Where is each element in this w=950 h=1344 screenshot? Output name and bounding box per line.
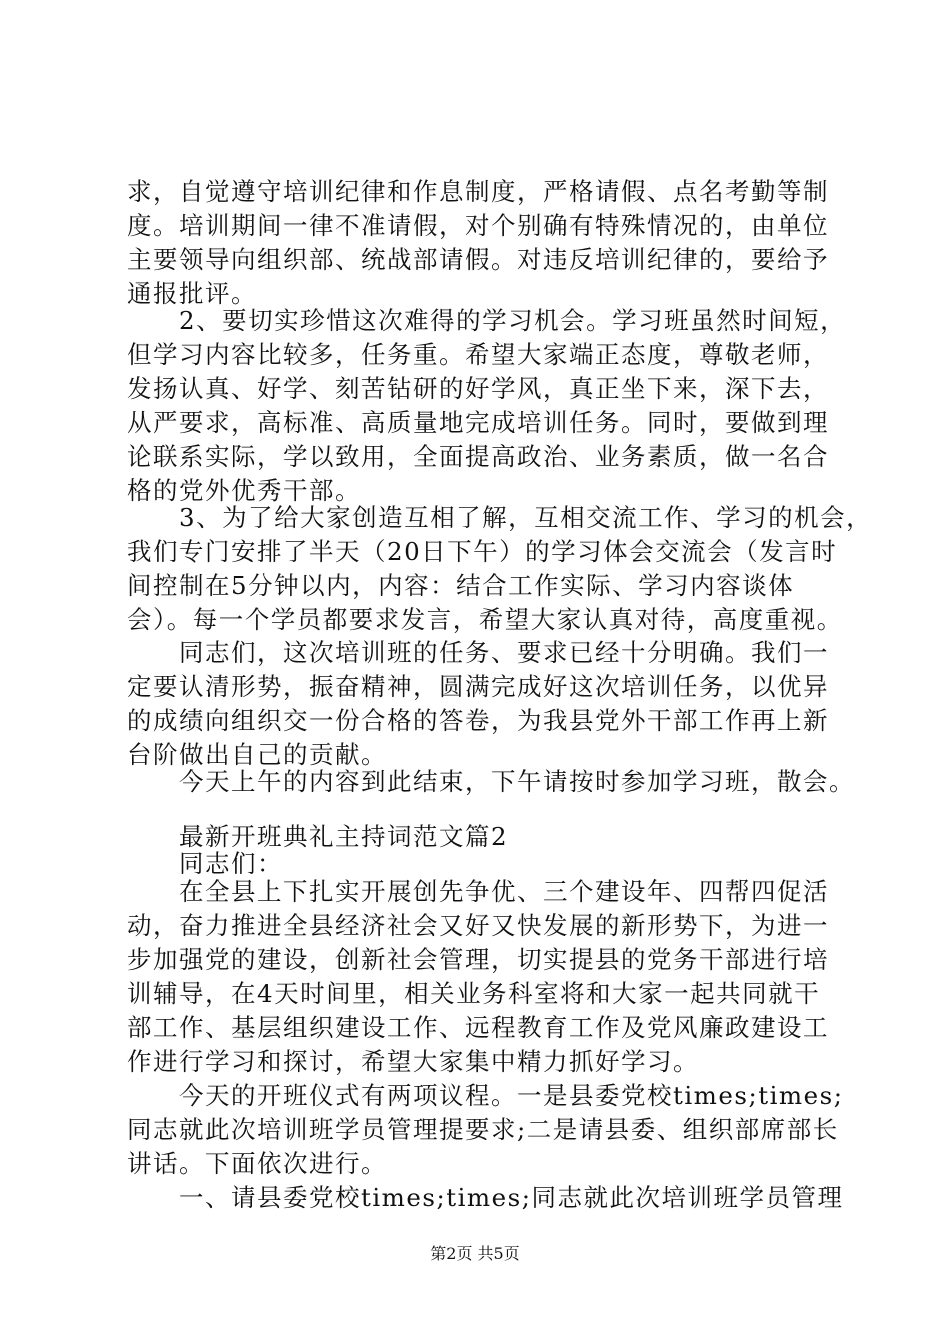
text-line: 主要领导向组织部、统战部请假。对违反培训纪律的，要给予 — [127, 245, 829, 274]
text-line: 讲话。下面依次进行。 — [127, 1149, 387, 1178]
text-line: 在全县上下扎实开展创先争优、三个建设年、四帮四促活 — [127, 877, 829, 906]
text-line: 今天上午的内容到此结束，下午请按时参加学习班，散会。 — [127, 767, 855, 796]
text-line: 定要认清形势，振奋精神，圆满完成好这次培训任务，以优异 — [127, 672, 829, 701]
text-line: 今天的开班仪式有两项议程。一是县委党校times;times; — [127, 1081, 844, 1110]
text-line: 2、要切实珍惜这次难得的学习机会。学习班虽然时间短， — [127, 306, 847, 335]
text-line: 我们专门安排了半天（20日下午）的学习体会交流会（发言时 — [127, 537, 838, 566]
text-line: 步加强党的建设，创新社会管理，切实提县的党务干部进行培 — [127, 945, 829, 974]
text-line: 但学习内容比较多，任务重。希望大家端正态度，尊敬老师， — [127, 340, 829, 369]
text-line: 论联系实际，学以致用，全面提高政治、业务素质，做一名合 — [127, 442, 829, 471]
text-line: 动，奋力推进全县经济社会又好又快发展的新形势下，为进一 — [127, 911, 829, 940]
text-line: 部工作、基层组织建设工作、远程教育工作及党风廉政建设工 — [127, 1013, 829, 1042]
text-line: 台阶做出自己的贡献。 — [127, 740, 387, 769]
text-line: 的成绩向组织交一份合格的答卷，为我县党外干部工作再上新 — [127, 706, 829, 735]
text-line: 间控制在5分钟以内，内容：结合工作实际、学习内容谈体 — [127, 571, 795, 600]
text-line: 格的党外优秀干部。 — [127, 476, 361, 505]
text-line: 发扬认真、好学、刻苦钻研的好学风，真正坐下来，深下去， — [127, 374, 829, 403]
text-line: 度。培训期间一律不准请假，对个别确有特殊情况的，由单位 — [127, 211, 829, 240]
text-line: 同志就此次培训班学员管理提要求;二是请县委、组织部席部长 — [127, 1115, 839, 1144]
text-line: 从严要求，高标准、高质量地完成培训任务。同时，要做到理 — [127, 408, 829, 437]
text-line: 3、为了给大家创造互相了解，互相交流工作、学习的机会， — [127, 503, 873, 532]
text-line: 作进行学习和探讨，希望大家集中精力抓好学习。 — [127, 1047, 699, 1076]
text-line: 同志们，这次培训班的任务、要求已经十分明确。我们一 — [127, 638, 829, 667]
text-line: 同志们： — [127, 849, 283, 878]
text-line: 会）。每一个学员都要求发言，希望大家认真对待，高度重视。 — [127, 605, 843, 634]
text-line: 一、请县委党校times;times;同志就此次培训班学员管理 — [127, 1183, 844, 1212]
text-line: 最新开班典礼主持词范文篇2 — [127, 822, 509, 851]
page-footer: 第2页 共5页 — [430, 1244, 520, 1263]
text-line: 通报批评。 — [127, 279, 257, 308]
text-line: 求，自觉遵守培训纪律和作息制度，严格请假、点名考勤等制 — [127, 177, 829, 206]
text-line: 训辅导，在4天时间里，相关业务科室将和大家一起共同就干 — [127, 979, 821, 1008]
